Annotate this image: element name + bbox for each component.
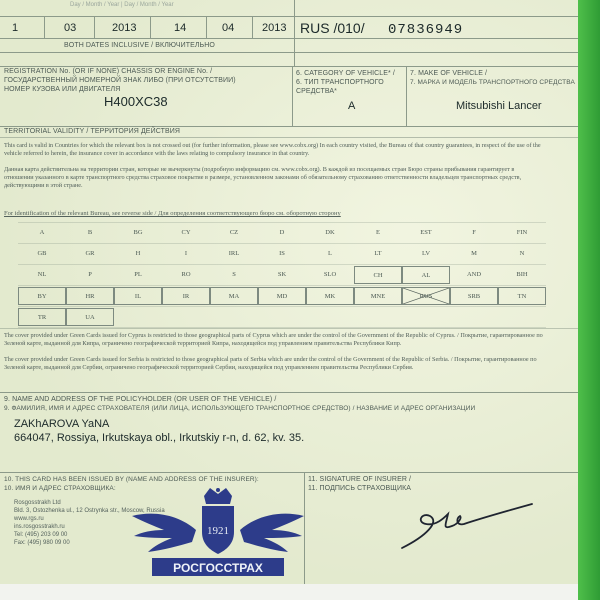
- country-cell-ua: UA: [66, 308, 114, 326]
- country-cell-srb: SRB: [450, 287, 498, 305]
- green-edge: [578, 0, 600, 600]
- insurer-line-3: www.rgs.ru: [14, 516, 44, 522]
- country-cell-fin: FIN: [516, 229, 528, 236]
- date-to-day: 14: [174, 22, 187, 34]
- both-dates-inclusive: BOTH DATES INCLUSIVE / ВКЛЮЧИТЕЛЬНО: [64, 42, 215, 49]
- policyholder-top-line: [0, 392, 582, 393]
- grid-row-line: [18, 222, 546, 223]
- insurer-line-4: ins.rosgosstrakh.ru: [14, 524, 65, 530]
- date-row-divider: [0, 38, 582, 39]
- country-cell-gr: GR: [85, 250, 95, 257]
- crossed-out-mark: [403, 288, 449, 304]
- insurer-label-en: 10. THIS CARD HAS BEEN ISSUED BY (NAME AND ADDRESS OF THE INSURER):: [4, 476, 259, 483]
- grid-row-line: [18, 306, 546, 307]
- country-cell-and: AND: [466, 271, 482, 278]
- grid-row-line: [18, 264, 546, 265]
- policyholder-label-ru: 9. ФАМИЛИЯ, ИМЯ И АДРЕС СТРАХОВАТЕЛЯ (ИЛИ ЛИЦА, ИСПОЛЬЗУЮЩЕГО ТРАНСПОРТНОЕ СРЕДСТВО) / НАЗВАНИЕ И АДРЕС ОРГАНИЗАЦИИ: [4, 405, 476, 412]
- country-cell-rus: [402, 287, 450, 305]
- insurer-line-1: Rosgosstrakh Ltd: [14, 500, 61, 506]
- insurer-line-5: Tel: (495) 203 09 00: [14, 532, 68, 538]
- dates-bottom-divider: [0, 52, 582, 53]
- crown-icon: [204, 488, 232, 504]
- date-from-year: 2013: [112, 22, 137, 34]
- make-label-ru1: 7. МАРКА И МОДЕЛЬ ТРАНСПОРТНОГО СРЕДСТВА: [410, 79, 575, 86]
- vehicle-row-top: [0, 66, 582, 67]
- date-from-day: 1: [12, 22, 19, 34]
- top-divider: [0, 16, 582, 17]
- country-cell-al: AL: [402, 266, 450, 284]
- date-cell-divider: [206, 16, 207, 38]
- vehicle-divider-1: [292, 66, 293, 126]
- territorial-text-en: This card is valid in Countries for which the relevant box is not crossed out (for further information, please see www.cobx.org) In each country visited, the Bureau of that country guarantees, in respect of the use of the vehicle referred to herein, the insurance cover in accordance with the laws relating to compulsory insurance in that country.: [4, 142, 541, 157]
- country-cell-pl: PL: [134, 271, 142, 278]
- country-cell-nl: NL: [37, 271, 47, 278]
- country-cell-n: N: [519, 250, 525, 257]
- territorial-text-ru: Данная карта действительна на территории стран, которые не вычеркнуты (подробную информацию см. www.cobx.org). В каждой из посещаемых стран Бюро страны прибывания гарантирует в отношении указанного в карте транспортного средства страховое покрытие в размере, установленном законами об обязательному страхованию ответственности владельцев транспортных средств, действующими в этой стране.: [4, 166, 522, 189]
- insurer-line-2: Bld. 3, Ostozhenka ul., 12 Ostrynka str., Moscow, Russia: [14, 508, 165, 514]
- make-label-en: 7. MAKE OF VEHICLE /: [410, 70, 488, 77]
- rosgosstrakh-emblem: [130, 486, 306, 584]
- country-cell-p: P: [88, 271, 92, 278]
- vehicle-make: Mitsubishi Lancer: [456, 100, 542, 112]
- country-cell-ma: MA: [210, 287, 258, 305]
- category-label-ru1: 6. ТИП ТРАНСПОРТНОГО: [296, 79, 384, 86]
- registration-label-ru1: ГОСУДАРСТВЕННЫЙ НОМЕРНОЙ ЗНАК ЛИБО (ПРИ ОТСУТСТВИИ): [4, 77, 236, 84]
- insurer-label-ru: 10. ИМЯ И АДРЕС СТРАХОВЩИКА:: [4, 485, 116, 492]
- country-cell-d: D: [279, 229, 285, 236]
- date-cell-divider: [252, 16, 253, 38]
- serbia-note: The cover provided under Green Cards issued for Serbia is restricted to those geographical parts of Serbia which are under the control of the Government of the Republic of Serbia. / Покрытие, гарантированное по Зеленой карте, выданной для Сербии, ограничено географической территорией Сербии, находящейся под управлением правительства Республики Сербия.: [4, 356, 537, 371]
- vehicle-divider-2: [406, 66, 407, 126]
- vehicle-row-bottom: [0, 126, 582, 127]
- registration-label-ru2: НОМЕР КУЗОВА ИЛИ ДВИГАТЕЛЯ: [4, 86, 121, 93]
- card-number: 07836949: [388, 22, 464, 38]
- date-to-month: 04: [222, 22, 235, 34]
- emblem-name: РОСГОССТРАХ: [173, 561, 263, 575]
- country-cell-tn: TN: [498, 287, 546, 305]
- grid-bottom-line: [0, 328, 582, 329]
- country-code-rus: RUS: [419, 293, 433, 300]
- country-cell-lv: LV: [421, 250, 431, 257]
- country-cell-md: MD: [258, 287, 306, 305]
- insurer-signature: [396, 496, 536, 556]
- territorial-title-underline: [0, 137, 582, 138]
- vehicle-category: A: [348, 100, 356, 112]
- date-from-month: 03: [64, 22, 77, 34]
- emblem-year: 1921: [207, 525, 229, 537]
- country-cell-tr: TR: [18, 308, 66, 326]
- grid-row-line: [18, 243, 546, 244]
- country-cell-e: E: [376, 229, 380, 236]
- country-cell-il: IL: [114, 287, 162, 305]
- country-cell-ch: CH: [354, 266, 402, 284]
- country-cell-s: S: [232, 271, 236, 278]
- country-cell-l: L: [328, 250, 332, 257]
- country-cell-cy: CY: [181, 229, 191, 236]
- country-cell-est: EST: [420, 229, 432, 236]
- country-cell-lt: LT: [374, 250, 382, 257]
- country-validity-grid: [18, 224, 546, 332]
- date-cell-divider: [150, 16, 151, 38]
- signature-label-ru: 11. ПОДПИСЬ СТРАХОВЩИКА: [308, 485, 412, 492]
- registration-label-en: REGISTRATION No. (OR IF NONE) CHASSIS OR ENGINE No. /: [4, 68, 213, 75]
- country-cell-a: A: [39, 229, 45, 236]
- country-cell-i: I: [184, 250, 188, 257]
- country-cell-gb: GB: [37, 250, 47, 257]
- country-cell-by: BY: [18, 287, 66, 305]
- country-cell-ir: IR: [162, 287, 210, 305]
- country-cell-b: B: [87, 229, 93, 236]
- country-cell-cz: CZ: [229, 229, 239, 236]
- date-cell-divider: [44, 16, 45, 38]
- country-cell-bih: BIH: [516, 271, 528, 278]
- country-cell-sk: SK: [277, 271, 287, 278]
- card-country-code: RUS /010/: [300, 20, 365, 36]
- country-cell-hr: HR: [66, 287, 114, 305]
- grid-row-line: [18, 285, 546, 286]
- country-cell-dk: DK: [325, 229, 335, 236]
- country-cell-f: F: [472, 229, 476, 236]
- insurer-line-6: Fax: (495) 980 09 00: [14, 540, 70, 546]
- country-cell-mne: MNE: [354, 287, 402, 305]
- country-cell-ro: RO: [181, 271, 191, 278]
- cyprus-note: The cover provided under Green Cards issued for Cyprus is restricted to those geographical parts of Cyprus which are under the control of the Government of the Republic of Cyprus. / Покрытие, гарантированное по Зеленой карте, выданной для Кипра, ограничено географической территорией Кипра, находящейся под управлением правительства Республики Кипр.: [4, 332, 543, 347]
- date-cell-divider: [94, 16, 95, 38]
- country-cell-h: H: [135, 250, 141, 257]
- country-cell-slo: SLO: [323, 271, 337, 278]
- territorial-title: TERRITORIAL VALIDITY / ТЕРРИТОРИЯ ДЕЙСТВИЯ: [4, 128, 181, 135]
- category-label-ru2: СРЕДСТВА*: [296, 88, 337, 95]
- insurer-top-line: [0, 472, 582, 473]
- country-cell-m: M: [471, 250, 477, 257]
- country-cell-mk: MK: [306, 287, 354, 305]
- category-label-en: 6. CATEGORY OF VEHICLE* /: [296, 70, 395, 77]
- country-cell-irl: IRL: [228, 250, 240, 257]
- dates-card-divider: [294, 0, 295, 66]
- country-cell-is: IS: [279, 250, 285, 257]
- registration-number: H400XC38: [104, 94, 168, 109]
- country-cell-bg: BG: [133, 229, 143, 236]
- policyholder-address: 664047, Rossiya, Irkutskaya obl., Irkutskiy r-n, d. 62, kv. 35.: [14, 432, 305, 444]
- bureau-identification-note: For identification of the relevant Bureau, see reverse side / Для определения соответствующего бюро см. оборотную сторону: [4, 210, 341, 217]
- partial-date-labels: Day / Month / Year | Day / Month / Year: [70, 2, 174, 8]
- policyholder-name: ZAKhAROVA YaNA: [14, 418, 110, 430]
- date-to-year: 2013: [262, 22, 287, 34]
- signature-label-en: 11. SIGNATURE OF INSURER /: [308, 476, 412, 483]
- policyholder-label-en: 9. NAME AND ADDRESS OF THE POLICYHOLDER (OR USER OF THE VEHICLE) /: [4, 396, 277, 403]
